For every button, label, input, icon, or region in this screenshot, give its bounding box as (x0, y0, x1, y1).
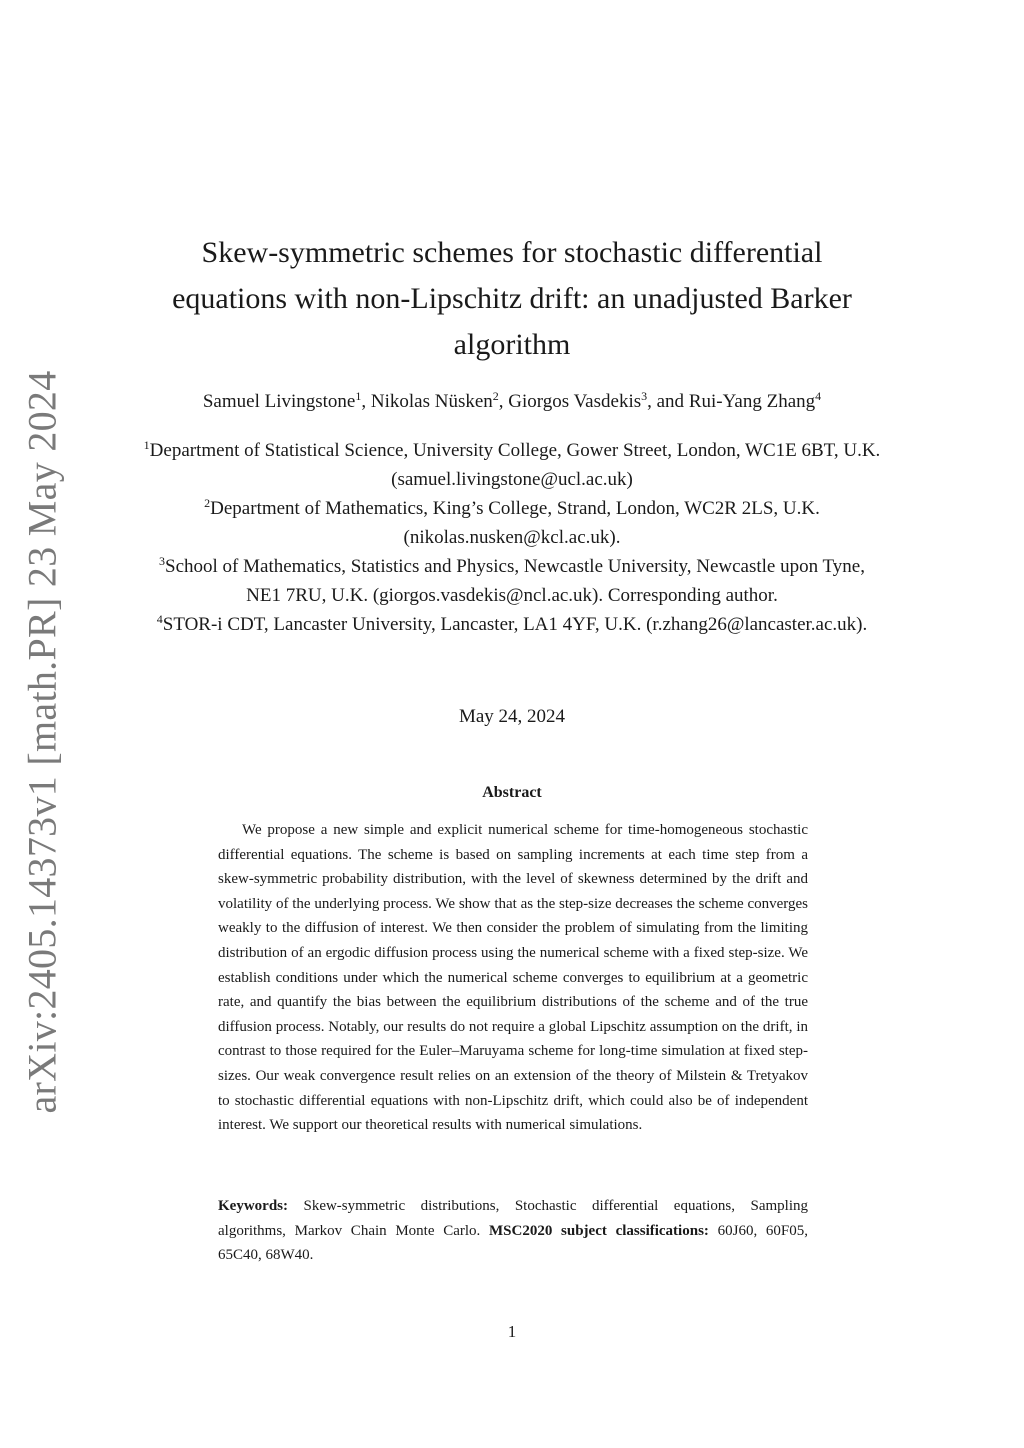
affiliation-item (140, 436, 884, 494)
author-name: Giorgos Vasdekis (508, 391, 642, 412)
msc-codes: 60J60, 60F05, 65C40, 68W40. (218, 1222, 808, 1264)
author-name: Samuel Livingstone (202, 391, 356, 412)
affiliation-item (140, 610, 884, 639)
author-affiliation-mark: 4 (815, 389, 822, 403)
affiliation-text: School of Mathematics, Statistics and Physics, Newcastle University, Newcastle upon Tyne, NE1 7RU, U.K. (giorgos.vasdekis@ncl.ac.uk). Corresponding author. (165, 556, 865, 606)
paper-title: Skew-symmetric schemes for stochastic differential equations with non-Lipschitz drift: an unadjusted Barker algorithm (172, 236, 852, 361)
affiliation-text: Department of Statistical Science, University College, Gower Street, London, WC1E 6BT, U.K. (samuel.livingstone@ucl.ac.uk) (149, 440, 881, 490)
author-affiliation-mark: 2 (492, 389, 499, 403)
author-affiliation-mark: 1 (355, 389, 362, 403)
page-number: 1 (507, 1322, 517, 1341)
publication-date: May 24, 2024 (458, 706, 566, 727)
author-name: Rui-Yang Zhang (688, 391, 816, 412)
abstract-body: We propose a new simple and explicit numerical scheme for time-homogeneous stochastic differential equations. The scheme is based on sampling increments at each time step from a skew-symmetric probability distribution, with the level of skewness determined by the drift and volatility of the underlying process. We show that as the step-size decreases the scheme converges weakly to the diffusion of interest. We then consider the problem of simulating from the limiting distribution of an ergodic diffusion process using the numerical scheme with a fixed step-size. We establish conditions under which the numerical scheme converges to equilibrium at a geometric rate, and quantify the bias between the equilibrium distributions of the scheme and of the true diffusion process. Notably, our results do not require a global Lipschitz assumption on the drift, in contrast to those required for the Euler–Maruyama scheme for long-time simulation at fixed step-sizes. Our weak convergence result relies on an extension of the theory of Milstein & Tretyakov to stochastic differential equations with non-Lipschitz drift, which could also be of independent interest. We support our theoretical results with numerical simulations. (218, 822, 808, 1134)
arxiv-identifier-stamp: arXiv:2405.14373v1 [math.PR] 23 May 2024 (19, 370, 65, 1114)
keywords-section (218, 1194, 808, 1268)
affiliation-item (140, 494, 884, 552)
affiliation-item (140, 552, 884, 610)
affiliation-text: STOR-i CDT, Lancaster University, Lancaster, LA1 4YF, U.K. (r.zhang26@lancaster.ac.uk). (162, 614, 868, 635)
affiliation-mark: 3 (159, 554, 166, 568)
author-affiliation-mark: 3 (641, 389, 648, 403)
abstract-heading: Abstract (482, 784, 542, 801)
msc-label: MSC2020 subject classifications: (489, 1222, 709, 1239)
author-list (100, 388, 924, 416)
author-separator: , (498, 391, 509, 412)
author-separator: , (361, 391, 371, 412)
affiliation-mark: 1 (143, 438, 150, 452)
author-name: Nikolas Nüsken (370, 391, 493, 412)
affiliation-text: Department of Mathematics, King’s College, Strand, London, WC2R 2LS, U.K. (nikolas.nusken@kcl.ac.uk). (210, 498, 820, 548)
keywords-label: Keywords: (218, 1198, 288, 1214)
affiliation-mark: 4 (156, 612, 163, 626)
keywords-text: Skew-symmetric distributions, Stochastic differential equations, Sampling algorithms, Markov Chain Monte Carlo. (218, 1198, 808, 1239)
affiliation-mark: 2 (204, 496, 211, 510)
affiliation-list (140, 436, 884, 639)
author-separator: , and (647, 391, 689, 412)
